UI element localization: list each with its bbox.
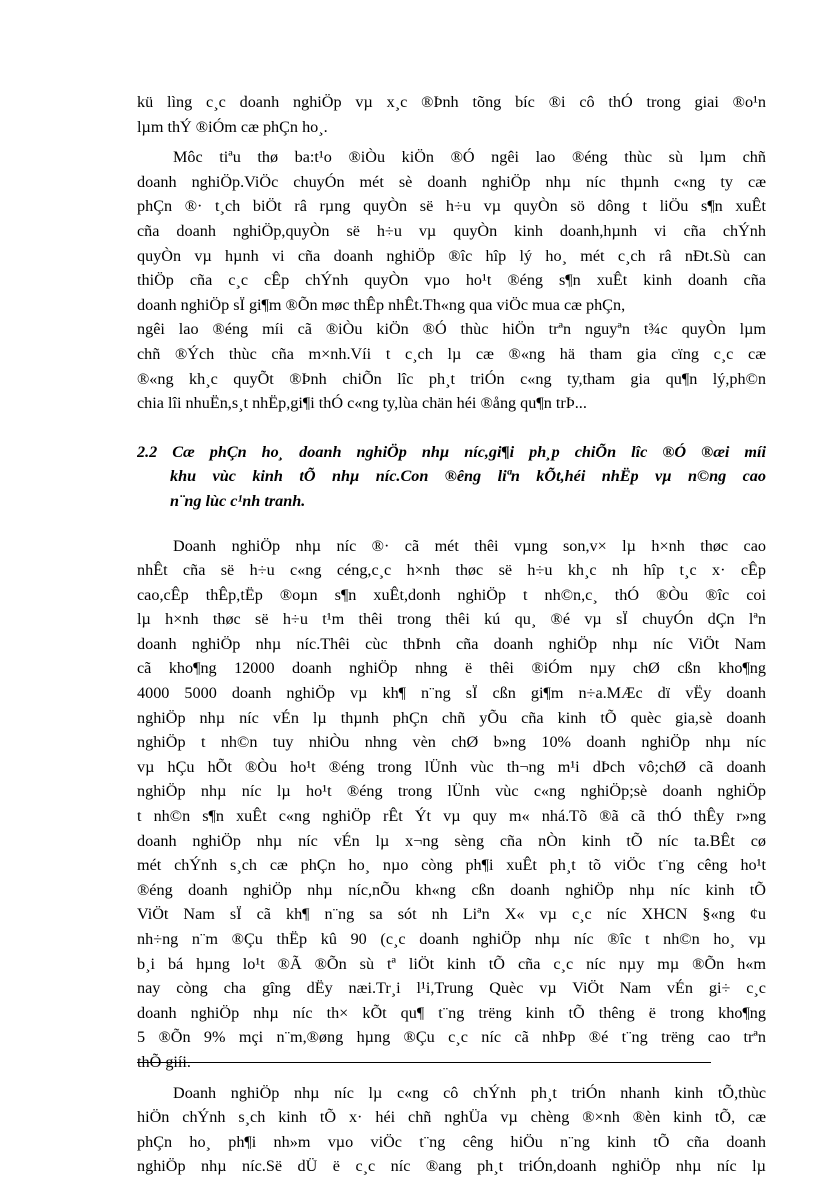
text-line: cña doanh nghiÖp,quyÒn së h÷u vµ quyÒn kinh doanh,hµnh vi cña chÝnh [137, 221, 766, 240]
text-line: ®«ng kh¸c quyÕt ®Þnh chiÕn lîc ph¸t triÓn c«ng ty,tham gia qu¶n lý,ph©n [137, 369, 766, 388]
text-line: lµ h×nh thøc së h÷u t¹m thêi trong thêi kú qu¸ ®é vµ sÏ chuyÓn dÇn lªn [137, 610, 766, 629]
text-line: nghiÖp nhµ níc lµ ho¹t ®éng trong lÜnh vùc c«ng nghiÖp;sè doanh nghiÖp [137, 782, 766, 801]
heading-line: 2.2 Cæ phÇn ho¸ doanh nghiÖp nhµ níc,gi¶i ph¸p chiÕn lîc ®Ó ®æi míi [137, 442, 766, 461]
footer-divider [137, 1062, 711, 1063]
text-line: nghiÖp t nh©n tuy nhiÒu nhng vèn chØ b»ng 10% doanh nghiÖp nhµ níc [137, 733, 766, 752]
paragraph-intro [137, 90, 766, 139]
text-line: 5 ®Õn 9% mçi n¨m,®øng hµng ®Çu c¸c níc cã nhÞp ®é t¨ng trëng cao trªn [137, 1028, 766, 1047]
text-line: chia lîi nhuËn,s¸t nhËp,gi¶i thÓ c«ng ty,lùa chän héi ®ång qu¶n trÞ... [137, 394, 587, 413]
section-heading [137, 440, 766, 514]
text-line: Môc tiªu thø ba:t¹o ®iÒu kiÖn ®Ó ngêi lao ®éng thùc sù lµm chñ [173, 148, 766, 167]
text-line: phÇn ho¸ ph¶i nh»m vµo viÖc t¨ng cêng hiÖu n¨ng kinh tÕ cña doanh [137, 1132, 766, 1151]
text-line: quyÒn vµ hµnh vi cña doanh nghiÖp ®îc hîp lý ho¸ mét c¸ch râ nÐt.Sù can [137, 246, 766, 265]
text-line: thiÖp cña c¸c cÊp chÝnh quyÒn vµo ho¹t ®éng s¶n xuÊt kinh doanh cña [137, 271, 766, 290]
text-line: phÇn ®· t¸ch biÖt râ rµng quyÒn së h÷u vµ quyÒn sö dông t liÖu s¶n xuÊt [137, 197, 766, 216]
text-line: nghiÖp nhµ níc vÉn lµ thµnh phÇn chñ yÕu cña kinh tÕ quèc gia,sè doanh [137, 708, 766, 727]
text-line: nh÷ng n¨m ®Çu thËp kû 90 (c¸c doanh nghiÖp nhµ níc ®îc t nh©n ho¸ vµ [137, 930, 766, 948]
paragraph-state-enterprises [137, 534, 766, 1075]
text-line: vµ hÇu hÕt ®Òu ho¹t ®éng trong lÜnh vùc th¬ng m¹i dÞch vô;chØ cã doanh [137, 757, 766, 776]
text-line: ®éng doanh nghiÖp nhµ níc,nÕu kh«ng cßn doanh nghiÖp nhµ níc kinh tÕ [137, 880, 766, 899]
text-line: b¸i bá hµng lo¹t ®Ã ®Õn sù tª liÖt kinh tÕ cña c¸c níc nµy mµ ®Õn h«m [137, 954, 766, 973]
text-line: Doanh nghiÖp nhµ níc lµ c«ng cô chÝnh ph¸t triÓn nhanh kinh tÕ,thùc [173, 1083, 766, 1102]
heading-line: khu vùc kinh tÕ nhµ níc.Con ®êng liªn kÕt,héi nhËp vµ n©ng cao [170, 467, 766, 486]
text-line: doanh nghiÖp nhµ níc th× kÕt qu¶ t¨ng trëng kinh tÕ thêng ë trong kho¶ng [137, 1003, 766, 1022]
heading-line: n¨ng lùc c¹nh tranh. [170, 491, 306, 510]
text-line: nhÊt cña së h÷u c«ng céng,c¸c h×nh thøc së h÷u kh¸c nh hîp t¸c x· cÊp [137, 561, 766, 580]
text-line: doanh nghiÖp nhµ níc.Thêi cùc thÞnh cña doanh nghiÖp nhµ níc ViÖt Nam [137, 634, 766, 653]
text-line: doanh nghiÖp nhµ níc vÉn lµ x¬ng sèng cña nÒn kinh tÕ níc ta.BÊt cø [137, 831, 766, 850]
text-line: doanh nghiÖp.ViÖc chuyÓn mét sè doanh nghiÖp nhµ níc thµnh c«ng ty cæ [137, 172, 766, 191]
text-line: 4000 5000 doanh nghiÖp vµ kh¶ n¨ng sÏ cßn gi¶m n÷a.MÆc dï vËy doanh [137, 684, 766, 703]
text-line: cao,cÊp thÊp,tËp ®oµn s¶n xuÊt,donh nghiÖp t nh©n,c¸ thÓ ®Òu ®îc coi [137, 585, 766, 604]
text-line: doanh nghiÖp sÏ gi¶m ®Õn møc thÊp nhÊt.Th«ng qua viÖc mua cæ phÇn, [137, 295, 626, 314]
text-line: Doanh nghiÖp nhµ níc ®· cã mét thêi vµng son,v× lµ h×nh thøc cao [173, 536, 766, 555]
paragraph-objective-three [137, 145, 766, 416]
text-line: nghiÖp nhµ níc.Së dÜ ë c¸c níc ®ang ph¸t triÓn,doanh nghiÖp nhµ níc lµ [137, 1157, 766, 1176]
document-body [137, 90, 766, 1179]
text-line: t nh©n s¶n xuÊt c«ng nghiÖp rÊt Ýt vµ quy m« nhá.Tõ ®ã cã thÓ thÊy r»ng [137, 807, 766, 826]
text-line: hiÖn chÝnh s¸ch kinh tÕ x· héi chñ nghÜa vµ chèng ®×nh ®èn kinh tÕ, cæ [137, 1108, 766, 1127]
text-line: kü lìng c¸c doanh nghiÖp vµ x¸c ®Þnh tõng bíc ®i cô thÓ trong giai ®o¹n [137, 93, 766, 111]
text-line: chñ ®Ých thùc cña m×nh.Víi t c¸ch lµ cæ ®«ng hä tham gia cïng c¸c cæ [137, 344, 766, 363]
text-line: ngêi lao ®éng míi cã ®iÒu kiÖn ®Ó thùc hiÖn trªn nguyªn t¾c quyÒn lµm [137, 320, 766, 339]
text-line: thÕ giíi. [137, 1052, 191, 1071]
text-line: cã kho¶ng 12000 doanh nghiÖp nhng ë thêi ®iÓm nµy chØ cßn kho¶ng [137, 659, 766, 678]
text-line: nay còng cha gîng dËy næi.Tr¸i l¹i,Trung Quèc vµ ViÖt Nam vÉn gi÷ c¸c [137, 979, 766, 998]
text-line: mét chÝnh s¸ch cæ phÇn ho¸ nµo còng ph¶i xuÊt ph¸t tõ viÖc t¨ng cêng ho¹t [137, 856, 766, 875]
text-line: lµm thÝ ®iÓm cæ phÇn ho¸. [137, 117, 328, 136]
text-line: ViÖt Nam sÏ cã kh¶ n¨ng sa sót nh Liªn X« vµ c¸c níc XHCN §«ng ¢u [137, 905, 766, 924]
paragraph-equitization-tool [137, 1081, 766, 1179]
